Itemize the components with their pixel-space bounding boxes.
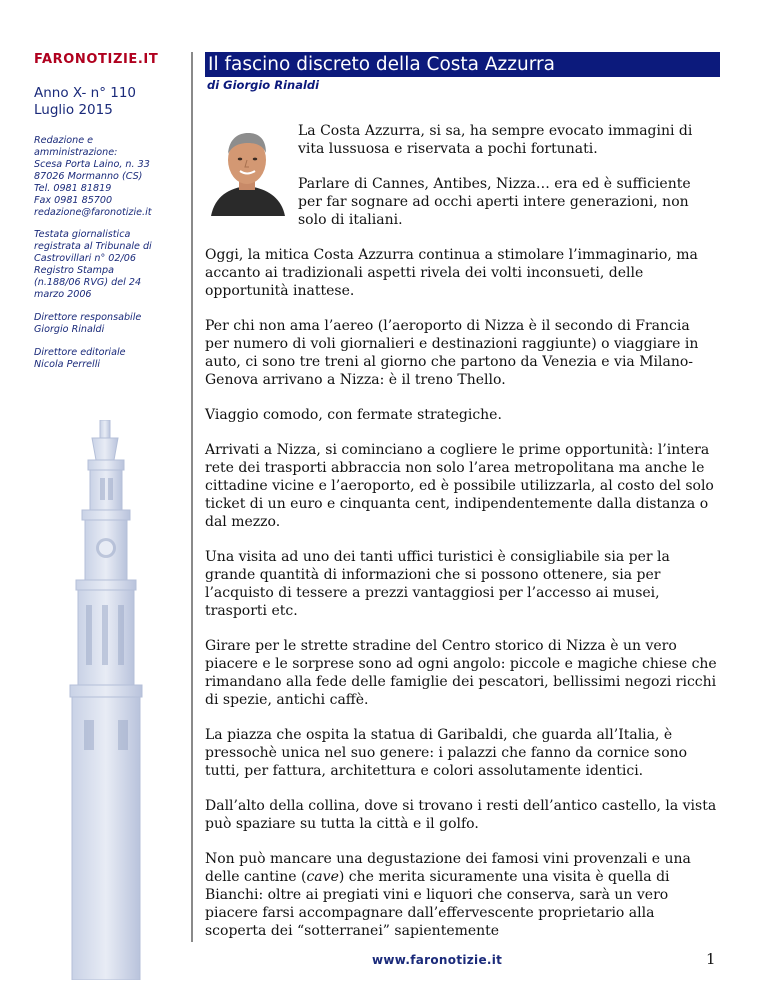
footer-website-link[interactable]: www.faronotizie.it — [372, 953, 503, 967]
testata-line: registrata al Tribunale di — [34, 241, 152, 252]
redazione-line: Redazione e — [34, 135, 94, 146]
article-paragraph: Parlare di Cannes, Antibes, Nizza… era ed è sufficiente per far sognare ad occhi aperti intere generazioni, non solo di italiani. — [298, 176, 691, 228]
testata-line: Registro Stampa — [34, 265, 114, 276]
direttore-editoriale-name: Nicola Perrelli — [34, 359, 101, 370]
article-paragraph-last — [205, 850, 717, 940]
author-photo — [205, 124, 290, 216]
article-body — [205, 122, 717, 957]
direttore-editoriale-block — [34, 347, 174, 371]
direttore-editoriale-label: Direttore editoriale — [34, 347, 126, 358]
issue-date: Luglio 2015 — [34, 102, 113, 118]
article-title: Il fascino discreto della Costa Azzurra — [208, 54, 555, 75]
cave-term: cave — [306, 869, 339, 885]
brand-name: FARONOTIZIE.IT — [34, 52, 159, 67]
article-byline: di Giorgio Rinaldi — [207, 78, 320, 92]
vertical-divider — [191, 52, 193, 942]
testata-line: (n.188/06 RVG) del 24 — [34, 277, 142, 288]
redazione-block — [34, 135, 174, 219]
lighthouse-watermark — [52, 420, 162, 980]
direttore-responsabile-label: Direttore responsabile — [34, 312, 142, 323]
article-paragraph: Oggi, la mitica Costa Azzurra continua a stimolare l’immaginario, ma accanto ai tradizionali aspetti rivela dei volti inconsueti, delle opportunità inattese. — [205, 247, 698, 299]
article-paragraph: Girare per le strette stradine del Centro storico di Nizza è un vero piacere e le sorprese sono ad ogni angolo: piccole e magiche chiese che rimandano alla fede delle famiglie dei pescatori, bellissimi negozi ricchi di spezie, antichi caffè. — [205, 638, 717, 708]
redazione-line: Scesa Porta Laino, n. 33 — [34, 159, 150, 170]
redazione-line: amministrazione: — [34, 147, 118, 158]
article-paragraph: La Costa Azzurra, si sa, ha sempre evocato immagini di vita lussuosa e riservata a pochi fortunati. — [298, 123, 693, 157]
issue-number: Anno X- n° 110 — [34, 85, 137, 101]
page-number: 1 — [706, 950, 716, 968]
article-paragraph: Una visita ad uno dei tanti uffici turistici è consigliabile sia per la grande quantità di informazioni che si possono ottenere, sia per l’acquisto di tessere a prezzi vantaggiosi per l’accesso ai musei, trasporti etc. — [205, 549, 670, 619]
testata-block — [34, 229, 174, 301]
direttore-responsabile-name: Giorgio Rinaldi — [34, 324, 105, 335]
article-paragraph: Viaggio comodo, con fermate strategiche. — [205, 407, 502, 423]
article-paragraph: La piazza che ospita la statua di Garibaldi, che guarda all’Italia, è pressochè unica nel suo genere: i palazzi che fanno da cornice sono tutti, per fattura, architettura e colori assolutamente identici. — [205, 727, 688, 779]
masthead-sidebar — [34, 52, 174, 371]
article-paragraph: Arrivati a Nizza, si cominciano a cogliere le prime opportunità: l’intera rete dei trasporti abbraccia non solo l’area metropolitana ma anche le cittadine vicine e l’aeroporto, ed è possibile utilizzarla, al costo del solo ticket di un euro e cinquanta cent, indipendentemente dalla distanza o dal mezzo. — [205, 442, 714, 530]
testata-line: marzo 2006 — [34, 289, 92, 300]
last-paragraph-end: ) che merita sicuramente una visita è quella di Bianchi: oltre ai pregiati vini e liquori che conserva, sarà un vero piacere farsi accompagnare dall’effervescente proprietario alla scoperta dei “sotterranei” sapientemente — [205, 869, 670, 939]
redazione-email: redazione@faronotizie.it — [34, 207, 152, 218]
direttore-responsabile-block — [34, 312, 174, 336]
issue-info — [34, 85, 174, 119]
redazione-phone: Tel. 0981 81819 — [34, 183, 112, 194]
last-paragraph-start: Non può mancare una degustazione dei famosi vini provenzali e una delle cantine ( — [205, 851, 691, 885]
redazione-line: 87026 Mormanno (CS) — [34, 171, 143, 182]
testata-line: Testata giornalistica — [34, 229, 131, 240]
article-paragraph: Dall’alto della collina, dove si trovano i resti dell’antico castello, la vista può spaziare su tutta la città e il golfo. — [205, 798, 717, 832]
redazione-fax: Fax 0981 85700 — [34, 195, 113, 206]
article-paragraph: Per chi non ama l’aereo (l’aeroporto di Nizza è il secondo di Francia per numero di voli giornalieri e destinazioni raggiunte) o viaggiare in auto, ci sono tre treni al giorno che partono da Venezia e via Milano-Genova arrivano a Nizza: è il treno Thello. — [205, 318, 699, 388]
article-title-bar — [205, 52, 720, 77]
testata-line: Castrovillari n° 02/06 — [34, 253, 136, 264]
